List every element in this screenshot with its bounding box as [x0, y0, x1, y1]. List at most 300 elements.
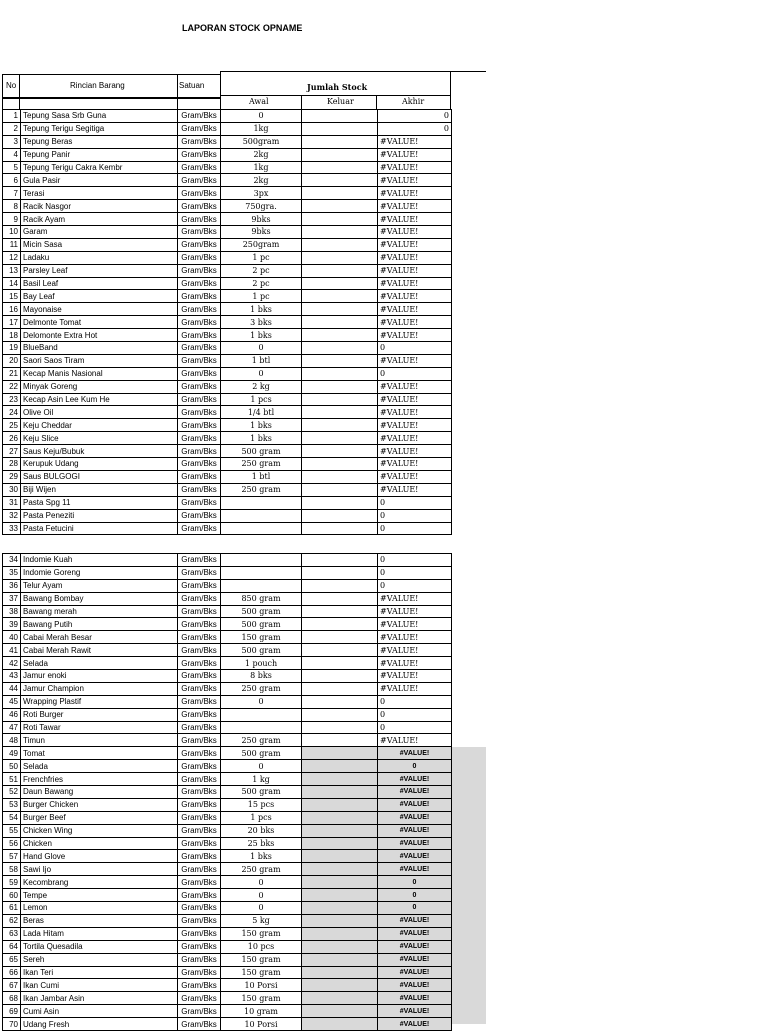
row-number[interactable]: 51 [3, 773, 21, 786]
item-unit[interactable]: Gram/Bks [178, 992, 221, 1005]
item-unit[interactable]: Gram/Bks [178, 458, 221, 471]
stock-akhir[interactable]: #VALUE! [378, 966, 452, 979]
stock-awal[interactable]: 150 gram [221, 927, 302, 940]
item-unit[interactable]: Gram/Bks [178, 889, 221, 902]
item-unit[interactable]: Gram/Bks [178, 554, 221, 567]
stock-keluar[interactable] [302, 863, 378, 876]
item-unit[interactable]: Gram/Bks [178, 290, 221, 303]
item-name[interactable]: Tepung Terigu Cakra Kembr [21, 161, 178, 174]
stock-keluar[interactable] [302, 695, 378, 708]
row-number[interactable]: 23 [3, 393, 21, 406]
stock-keluar[interactable] [302, 953, 378, 966]
item-name[interactable]: Ikan Jambar Asin [21, 992, 178, 1005]
stock-awal[interactable]: 1 bks [221, 850, 302, 863]
stock-akhir[interactable]: #VALUE! [378, 200, 452, 213]
item-name[interactable]: Frenchfries [21, 773, 178, 786]
stock-awal[interactable]: 5 kg [221, 914, 302, 927]
stock-keluar[interactable] [302, 213, 378, 226]
row-number[interactable]: 18 [3, 329, 21, 342]
item-unit[interactable]: Gram/Bks [178, 329, 221, 342]
item-name[interactable]: Tempe [21, 889, 178, 902]
stock-keluar[interactable] [302, 251, 378, 264]
stock-akhir[interactable]: #VALUE! [378, 1005, 452, 1018]
item-name[interactable]: Burger Chicken [21, 798, 178, 811]
row-number[interactable]: 16 [3, 303, 21, 316]
row-number[interactable]: 7 [3, 187, 21, 200]
stock-akhir[interactable]: #VALUE! [378, 824, 452, 837]
stock-akhir[interactable]: #VALUE! [378, 631, 452, 644]
stock-keluar[interactable] [302, 644, 378, 657]
item-unit[interactable]: Gram/Bks [178, 644, 221, 657]
stock-akhir[interactable]: 0 [378, 579, 452, 592]
item-name[interactable]: Cabai Merah Rawit [21, 644, 178, 657]
stock-keluar[interactable] [302, 1018, 378, 1031]
stock-keluar[interactable] [302, 148, 378, 161]
stock-keluar[interactable] [302, 458, 378, 471]
stock-awal[interactable] [221, 579, 302, 592]
row-number[interactable]: 68 [3, 992, 21, 1005]
item-name[interactable]: Selada [21, 760, 178, 773]
item-name[interactable]: Indomie Kuah [21, 554, 178, 567]
stock-awal[interactable]: 0 [221, 902, 302, 915]
row-number[interactable]: 52 [3, 786, 21, 799]
item-name[interactable]: BlueBand [21, 342, 178, 355]
item-name[interactable]: Saori Saos Tiram [21, 354, 178, 367]
item-unit[interactable]: Gram/Bks [178, 380, 221, 393]
stock-keluar[interactable] [302, 966, 378, 979]
stock-keluar[interactable] [302, 135, 378, 148]
stock-akhir[interactable]: #VALUE! [378, 380, 452, 393]
stock-keluar[interactable] [302, 902, 378, 915]
row-number[interactable]: 70 [3, 1018, 21, 1031]
stock-akhir[interactable]: 0 [378, 695, 452, 708]
row-number[interactable]: 1 [3, 110, 21, 123]
item-name[interactable]: Timun [21, 734, 178, 747]
stock-keluar[interactable] [302, 496, 378, 509]
row-number[interactable]: 34 [3, 554, 21, 567]
item-name[interactable]: Selada [21, 657, 178, 670]
stock-akhir[interactable]: #VALUE! [378, 277, 452, 290]
stock-akhir[interactable]: #VALUE! [378, 940, 452, 953]
item-unit[interactable]: Gram/Bks [178, 876, 221, 889]
stock-awal[interactable]: 500 gram [221, 786, 302, 799]
item-unit[interactable]: Gram/Bks [178, 953, 221, 966]
item-name[interactable]: Basil Leaf [21, 277, 178, 290]
stock-keluar[interactable] [302, 876, 378, 889]
item-name[interactable]: Chicken [21, 837, 178, 850]
stock-akhir[interactable]: #VALUE! [378, 354, 452, 367]
stock-keluar[interactable] [302, 329, 378, 342]
item-name[interactable]: Chicken Wing [21, 824, 178, 837]
stock-akhir[interactable]: #VALUE! [378, 837, 452, 850]
item-unit[interactable]: Gram/Bks [178, 927, 221, 940]
stock-keluar[interactable] [302, 747, 378, 760]
stock-akhir[interactable]: #VALUE! [378, 445, 452, 458]
stock-awal[interactable]: 0 [221, 367, 302, 380]
stock-akhir[interactable]: #VALUE! [378, 747, 452, 760]
stock-awal[interactable]: 250 gram [221, 682, 302, 695]
item-unit[interactable]: Gram/Bks [178, 631, 221, 644]
item-name[interactable]: Micin Sasa [21, 238, 178, 251]
item-unit[interactable]: Gram/Bks [178, 496, 221, 509]
item-unit[interactable]: Gram/Bks [178, 303, 221, 316]
stock-keluar[interactable] [302, 760, 378, 773]
row-number[interactable]: 10 [3, 226, 21, 239]
stock-keluar[interactable] [302, 432, 378, 445]
stock-awal[interactable]: 500 gram [221, 445, 302, 458]
stock-awal[interactable]: 500 gram [221, 747, 302, 760]
item-name[interactable]: Delmonte Tomat [21, 316, 178, 329]
stock-keluar[interactable] [302, 445, 378, 458]
row-number[interactable]: 31 [3, 496, 21, 509]
stock-awal[interactable]: 250 gram [221, 863, 302, 876]
item-name[interactable]: Indomie Goreng [21, 566, 178, 579]
stock-awal[interactable]: 850 gram [221, 592, 302, 605]
row-number[interactable]: 53 [3, 798, 21, 811]
row-number[interactable]: 62 [3, 914, 21, 927]
item-unit[interactable]: Gram/Bks [178, 393, 221, 406]
stock-awal[interactable]: 1 pc [221, 251, 302, 264]
item-unit[interactable]: Gram/Bks [178, 1005, 221, 1018]
stock-akhir[interactable]: #VALUE! [378, 161, 452, 174]
stock-keluar[interactable] [302, 786, 378, 799]
item-name[interactable]: Parsley Leaf [21, 264, 178, 277]
stock-awal[interactable]: 2kg [221, 148, 302, 161]
stock-keluar[interactable] [302, 992, 378, 1005]
item-unit[interactable]: Gram/Bks [178, 213, 221, 226]
item-unit[interactable]: Gram/Bks [178, 773, 221, 786]
item-unit[interactable]: Gram/Bks [178, 682, 221, 695]
stock-akhir[interactable]: #VALUE! [378, 470, 452, 483]
item-unit[interactable]: Gram/Bks [178, 837, 221, 850]
row-number[interactable]: 65 [3, 953, 21, 966]
stock-akhir[interactable]: #VALUE! [378, 329, 452, 342]
stock-akhir[interactable]: 0 [378, 760, 452, 773]
stock-keluar[interactable] [302, 1005, 378, 1018]
item-name[interactable]: Racik Nasgor [21, 200, 178, 213]
stock-awal[interactable]: 500 gram [221, 644, 302, 657]
stock-akhir[interactable]: 0 [378, 902, 452, 915]
row-number[interactable]: 55 [3, 824, 21, 837]
stock-keluar[interactable] [302, 483, 378, 496]
row-number[interactable]: 20 [3, 354, 21, 367]
item-name[interactable]: Ikan Teri [21, 966, 178, 979]
stock-akhir[interactable]: 0 [378, 509, 452, 522]
stock-keluar[interactable] [302, 592, 378, 605]
stock-keluar[interactable] [302, 354, 378, 367]
stock-akhir[interactable]: #VALUE! [378, 316, 452, 329]
stock-keluar[interactable] [302, 470, 378, 483]
stock-keluar[interactable] [302, 734, 378, 747]
item-name[interactable]: Saus BULGOGI [21, 470, 178, 483]
row-number[interactable]: 24 [3, 406, 21, 419]
item-name[interactable]: Biji Wijen [21, 483, 178, 496]
stock-keluar[interactable] [302, 811, 378, 824]
stock-akhir[interactable]: 0 [378, 496, 452, 509]
item-unit[interactable]: Gram/Bks [178, 264, 221, 277]
row-number[interactable]: 58 [3, 863, 21, 876]
item-name[interactable]: Tepung Sasa Srb Guna [21, 110, 178, 123]
stock-keluar[interactable] [302, 342, 378, 355]
stock-keluar[interactable] [302, 380, 378, 393]
row-number[interactable]: 27 [3, 445, 21, 458]
stock-keluar[interactable] [302, 850, 378, 863]
stock-awal[interactable]: 1 btl [221, 470, 302, 483]
item-name[interactable]: Hand Glove [21, 850, 178, 863]
stock-awal[interactable]: 250 gram [221, 458, 302, 471]
row-number[interactable]: 22 [3, 380, 21, 393]
item-name[interactable]: Delomonte Extra Hot [21, 329, 178, 342]
row-number[interactable]: 41 [3, 644, 21, 657]
stock-keluar[interactable] [302, 187, 378, 200]
stock-awal[interactable]: 9bks [221, 226, 302, 239]
item-name[interactable]: Olive Oil [21, 406, 178, 419]
item-unit[interactable]: Gram/Bks [178, 174, 221, 187]
stock-akhir[interactable]: #VALUE! [378, 914, 452, 927]
stock-awal[interactable]: 1 pcs [221, 393, 302, 406]
stock-awal[interactable]: 1 kg [221, 773, 302, 786]
item-name[interactable]: Kecap Asin Lee Kum He [21, 393, 178, 406]
item-unit[interactable]: Gram/Bks [178, 618, 221, 631]
stock-akhir[interactable]: #VALUE! [378, 393, 452, 406]
row-number[interactable]: 32 [3, 509, 21, 522]
stock-awal[interactable]: 1 pouch [221, 657, 302, 670]
item-name[interactable]: Garam [21, 226, 178, 239]
stock-awal[interactable]: 500 gram [221, 618, 302, 631]
stock-keluar[interactable] [302, 367, 378, 380]
item-unit[interactable]: Gram/Bks [178, 251, 221, 264]
stock-awal[interactable] [221, 708, 302, 721]
row-number[interactable]: 49 [3, 747, 21, 760]
item-name[interactable]: Racik Ayam [21, 213, 178, 226]
stock-awal[interactable]: 1 btl [221, 354, 302, 367]
item-unit[interactable]: Gram/Bks [178, 566, 221, 579]
stock-awal[interactable]: 1 bks [221, 419, 302, 432]
row-number[interactable]: 13 [3, 264, 21, 277]
item-unit[interactable]: Gram/Bks [178, 914, 221, 927]
stock-akhir[interactable]: #VALUE! [378, 734, 452, 747]
item-unit[interactable]: Gram/Bks [178, 445, 221, 458]
item-unit[interactable]: Gram/Bks [178, 747, 221, 760]
stock-awal[interactable]: 500 gram [221, 605, 302, 618]
stock-akhir[interactable]: #VALUE! [378, 264, 452, 277]
stock-awal[interactable]: 10 Porsi [221, 979, 302, 992]
item-name[interactable]: Cabai Merah Besar [21, 631, 178, 644]
stock-keluar[interactable] [302, 226, 378, 239]
stock-keluar[interactable] [302, 670, 378, 683]
stock-akhir[interactable]: 0 [378, 522, 452, 535]
row-number[interactable]: 63 [3, 927, 21, 940]
stock-akhir[interactable]: #VALUE! [378, 863, 452, 876]
item-unit[interactable]: Gram/Bks [178, 367, 221, 380]
item-unit[interactable]: Gram/Bks [178, 148, 221, 161]
stock-awal[interactable]: 8 bks [221, 670, 302, 683]
row-number[interactable]: 29 [3, 470, 21, 483]
item-name[interactable]: Keju Cheddar [21, 419, 178, 432]
stock-awal[interactable]: 2 kg [221, 380, 302, 393]
item-name[interactable]: Roti Burger [21, 708, 178, 721]
stock-awal[interactable]: 1 pcs [221, 811, 302, 824]
item-unit[interactable]: Gram/Bks [178, 110, 221, 123]
stock-awal[interactable]: 1/4 btl [221, 406, 302, 419]
stock-keluar[interactable] [302, 554, 378, 567]
stock-awal[interactable]: 10 pcs [221, 940, 302, 953]
item-unit[interactable]: Gram/Bks [178, 354, 221, 367]
stock-awal[interactable]: 150 gram [221, 992, 302, 1005]
item-unit[interactable]: Gram/Bks [178, 657, 221, 670]
item-name[interactable]: Bawang Bombay [21, 592, 178, 605]
item-unit[interactable]: Gram/Bks [178, 670, 221, 683]
row-number[interactable]: 28 [3, 458, 21, 471]
stock-akhir[interactable]: #VALUE! [378, 432, 452, 445]
stock-keluar[interactable] [302, 798, 378, 811]
stock-keluar[interactable] [302, 290, 378, 303]
item-unit[interactable]: Gram/Bks [178, 522, 221, 535]
item-name[interactable]: Ladaku [21, 251, 178, 264]
row-number[interactable]: 2 [3, 122, 21, 135]
item-unit[interactable]: Gram/Bks [178, 940, 221, 953]
stock-akhir[interactable]: #VALUE! [378, 979, 452, 992]
row-number[interactable]: 45 [3, 695, 21, 708]
row-number[interactable]: 17 [3, 316, 21, 329]
stock-awal[interactable]: 0 [221, 876, 302, 889]
item-unit[interactable]: Gram/Bks [178, 786, 221, 799]
item-name[interactable]: Pasta Fetucini [21, 522, 178, 535]
row-number[interactable]: 42 [3, 657, 21, 670]
stock-awal[interactable]: 500gram [221, 135, 302, 148]
item-name[interactable]: Lada Hitam [21, 927, 178, 940]
stock-keluar[interactable] [302, 837, 378, 850]
stock-awal[interactable]: 2kg [221, 174, 302, 187]
stock-awal[interactable]: 150 gram [221, 953, 302, 966]
stock-akhir[interactable]: #VALUE! [378, 213, 452, 226]
stock-akhir[interactable]: #VALUE! [378, 1018, 452, 1031]
stock-awal[interactable] [221, 554, 302, 567]
row-number[interactable]: 6 [3, 174, 21, 187]
item-name[interactable]: Daun Bawang [21, 786, 178, 799]
row-number[interactable]: 19 [3, 342, 21, 355]
stock-akhir[interactable]: #VALUE! [378, 419, 452, 432]
stock-akhir[interactable]: #VALUE! [378, 798, 452, 811]
item-unit[interactable]: Gram/Bks [178, 432, 221, 445]
stock-keluar[interactable] [302, 566, 378, 579]
stock-awal[interactable]: 1 bks [221, 432, 302, 445]
stock-keluar[interactable] [302, 773, 378, 786]
stock-akhir[interactable]: #VALUE! [378, 303, 452, 316]
stock-keluar[interactable] [302, 824, 378, 837]
row-number[interactable]: 43 [3, 670, 21, 683]
row-number[interactable]: 21 [3, 367, 21, 380]
row-number[interactable]: 25 [3, 419, 21, 432]
stock-akhir[interactable]: #VALUE! [378, 238, 452, 251]
item-name[interactable]: Jamur Champion [21, 682, 178, 695]
item-name[interactable]: Tortila Quesadila [21, 940, 178, 953]
row-number[interactable]: 60 [3, 889, 21, 902]
stock-keluar[interactable] [302, 161, 378, 174]
row-number[interactable]: 59 [3, 876, 21, 889]
item-name[interactable]: Bawang merah [21, 605, 178, 618]
item-unit[interactable]: Gram/Bks [178, 798, 221, 811]
item-unit[interactable]: Gram/Bks [178, 161, 221, 174]
stock-awal[interactable]: 2 pc [221, 264, 302, 277]
item-name[interactable]: Bay Leaf [21, 290, 178, 303]
item-name[interactable]: Ikan Cumi [21, 979, 178, 992]
item-name[interactable]: Kecombrang [21, 876, 178, 889]
row-number[interactable]: 8 [3, 200, 21, 213]
item-unit[interactable]: Gram/Bks [178, 966, 221, 979]
stock-keluar[interactable] [302, 264, 378, 277]
stock-keluar[interactable] [302, 579, 378, 592]
item-unit[interactable]: Gram/Bks [178, 863, 221, 876]
item-name[interactable]: Burger Beef [21, 811, 178, 824]
item-name[interactable]: Kecap Manis Nasional [21, 367, 178, 380]
stock-awal[interactable]: 1 bks [221, 303, 302, 316]
item-unit[interactable]: Gram/Bks [178, 902, 221, 915]
stock-keluar[interactable] [302, 889, 378, 902]
item-unit[interactable]: Gram/Bks [178, 708, 221, 721]
item-unit[interactable]: Gram/Bks [178, 238, 221, 251]
stock-awal[interactable]: 0 [221, 342, 302, 355]
item-name[interactable]: Saus Keju/Bubuk [21, 445, 178, 458]
stock-awal[interactable]: 10 Porsi [221, 1018, 302, 1031]
stock-keluar[interactable] [302, 618, 378, 631]
stock-awal[interactable] [221, 496, 302, 509]
stock-akhir[interactable]: #VALUE! [378, 406, 452, 419]
item-name[interactable]: Sereh [21, 953, 178, 966]
row-number[interactable]: 26 [3, 432, 21, 445]
stock-keluar[interactable] [302, 927, 378, 940]
stock-akhir[interactable]: #VALUE! [378, 458, 452, 471]
stock-akhir[interactable]: #VALUE! [378, 682, 452, 695]
stock-keluar[interactable] [302, 721, 378, 734]
item-unit[interactable]: Gram/Bks [178, 419, 221, 432]
row-number[interactable]: 30 [3, 483, 21, 496]
row-number[interactable]: 9 [3, 213, 21, 226]
stock-awal[interactable]: 1kg [221, 161, 302, 174]
stock-keluar[interactable] [302, 393, 378, 406]
row-number[interactable]: 35 [3, 566, 21, 579]
item-name[interactable]: Jamur enoki [21, 670, 178, 683]
stock-awal[interactable]: 750gra. [221, 200, 302, 213]
row-number[interactable]: 4 [3, 148, 21, 161]
item-unit[interactable]: Gram/Bks [178, 342, 221, 355]
item-name[interactable]: Mayonaise [21, 303, 178, 316]
stock-keluar[interactable] [302, 174, 378, 187]
stock-akhir[interactable]: #VALUE! [378, 644, 452, 657]
stock-akhir[interactable]: #VALUE! [378, 148, 452, 161]
item-name[interactable]: Telur Ayam [21, 579, 178, 592]
stock-keluar[interactable] [302, 657, 378, 670]
item-unit[interactable]: Gram/Bks [178, 226, 221, 239]
row-number[interactable]: 11 [3, 238, 21, 251]
item-unit[interactable]: Gram/Bks [178, 979, 221, 992]
stock-awal[interactable]: 0 [221, 889, 302, 902]
row-number[interactable]: 40 [3, 631, 21, 644]
row-number[interactable]: 54 [3, 811, 21, 824]
stock-awal[interactable]: 3px [221, 187, 302, 200]
item-unit[interactable]: Gram/Bks [178, 850, 221, 863]
stock-akhir[interactable]: 0 [378, 367, 452, 380]
stock-akhir[interactable]: 0 [378, 889, 452, 902]
stock-akhir[interactable]: #VALUE! [378, 773, 452, 786]
row-number[interactable]: 46 [3, 708, 21, 721]
stock-akhir[interactable]: #VALUE! [378, 786, 452, 799]
stock-akhir[interactable]: #VALUE! [378, 992, 452, 1005]
row-number[interactable]: 37 [3, 592, 21, 605]
stock-awal[interactable] [221, 522, 302, 535]
stock-awal[interactable]: 150 gram [221, 631, 302, 644]
item-name[interactable]: Pasta Spg 11 [21, 496, 178, 509]
